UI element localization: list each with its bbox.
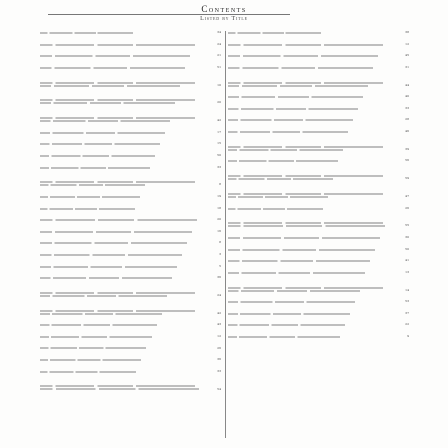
contents-entry[interactable] bbox=[228, 41, 409, 46]
entry-text-placeholder bbox=[40, 292, 209, 297]
contents-entry[interactable] bbox=[40, 219, 221, 221]
entry-text-line bbox=[40, 347, 146, 349]
contents-entry[interactable] bbox=[228, 301, 409, 303]
entry-text-placeholder bbox=[40, 347, 209, 349]
entry-text-placeholder bbox=[228, 260, 397, 262]
entry-page-number: 43 bbox=[217, 322, 221, 327]
entry-text-placeholder bbox=[228, 82, 397, 87]
contents-entry[interactable] bbox=[40, 82, 221, 87]
entry-text-line bbox=[228, 44, 383, 46]
entry-text-line bbox=[228, 119, 353, 121]
entry-text-placeholder bbox=[40, 324, 209, 326]
contents-entry[interactable] bbox=[228, 333, 409, 338]
entry-page-number: 28 bbox=[405, 117, 409, 122]
entry-page-number: 12 bbox=[405, 41, 409, 46]
entry-text-placeholder bbox=[40, 208, 209, 210]
contents-entry[interactable] bbox=[40, 263, 221, 268]
contents-entry[interactable] bbox=[40, 254, 221, 256]
entry-text-placeholder bbox=[40, 143, 209, 145]
contents-entry[interactable] bbox=[228, 222, 409, 227]
contents-entry[interactable] bbox=[40, 41, 221, 46]
entry-page-number: 39 bbox=[405, 146, 409, 151]
entry-text-placeholder bbox=[40, 196, 209, 198]
entry-text-line bbox=[228, 146, 383, 148]
entry-text-line bbox=[228, 222, 383, 224]
entry-text-placeholder bbox=[228, 336, 397, 338]
entry-text-placeholder bbox=[228, 313, 397, 315]
entry-page-number: 36 bbox=[217, 357, 221, 362]
entry-text-placeholder bbox=[228, 67, 397, 69]
entry-page-number: 34 bbox=[217, 30, 221, 35]
entry-text-line bbox=[228, 237, 380, 239]
contents-entry[interactable] bbox=[228, 146, 409, 151]
entry-text-line bbox=[228, 149, 343, 151]
entry-text-placeholder bbox=[228, 222, 397, 227]
entry-text-placeholder bbox=[228, 119, 397, 121]
entry-text-line bbox=[228, 260, 370, 262]
contents-entry[interactable] bbox=[40, 347, 221, 349]
entry-text-line bbox=[40, 219, 197, 221]
entry-page-number: 24 bbox=[217, 292, 221, 297]
entry-text-line bbox=[40, 208, 135, 210]
entry-text-line bbox=[228, 131, 348, 133]
entry-text-placeholder bbox=[40, 254, 209, 256]
contents-entry[interactable] bbox=[40, 359, 221, 361]
entry-text-line bbox=[40, 231, 192, 233]
entry-text-line bbox=[228, 82, 383, 84]
entry-text-line bbox=[40, 143, 160, 145]
entry-page-number: 8 bbox=[219, 182, 221, 187]
entry-page-number: 22 bbox=[405, 322, 409, 327]
entry-text-line bbox=[228, 287, 383, 289]
entry-page-number: 41 bbox=[405, 258, 409, 263]
entry-text-line bbox=[228, 290, 360, 292]
entry-text-placeholder bbox=[228, 272, 397, 274]
entry-text-line bbox=[228, 249, 375, 251]
entry-text-line bbox=[228, 85, 368, 87]
entry-page-number: 44 bbox=[405, 82, 409, 87]
entry-page-number: 21 bbox=[217, 53, 221, 58]
column-divider bbox=[225, 31, 226, 438]
entry-page-number: 45 bbox=[405, 53, 409, 58]
entry-page-number: 56 bbox=[405, 158, 409, 163]
contents-column-right bbox=[228, 31, 409, 339]
entry-page-number: 14 bbox=[405, 287, 409, 292]
entry-page-number: 31 bbox=[405, 64, 409, 69]
contents-entry[interactable] bbox=[228, 175, 409, 180]
contents-entry[interactable] bbox=[40, 129, 221, 134]
contents-entry[interactable] bbox=[40, 196, 221, 198]
entry-page-number: 42 bbox=[217, 310, 221, 315]
entry-text-placeholder bbox=[228, 160, 397, 162]
entry-text-placeholder bbox=[40, 231, 209, 233]
entry-text-line bbox=[40, 371, 136, 373]
contents-entry[interactable] bbox=[228, 64, 409, 69]
entry-text-line bbox=[228, 55, 378, 57]
entry-text-line bbox=[40, 102, 175, 104]
entry-text-line bbox=[40, 336, 152, 338]
entry-text-line bbox=[40, 295, 167, 297]
entry-text-placeholder bbox=[228, 44, 397, 46]
entry-text-line bbox=[40, 277, 172, 279]
entry-text-placeholder bbox=[228, 55, 397, 57]
entry-text-line bbox=[228, 96, 363, 98]
contents-entry[interactable] bbox=[228, 82, 409, 87]
contents-entry[interactable] bbox=[40, 64, 221, 69]
entry-text-line bbox=[40, 132, 165, 134]
entry-page-number: 40 bbox=[405, 94, 409, 99]
entry-text-line bbox=[228, 313, 350, 315]
entry-text-line bbox=[40, 388, 199, 390]
entry-text-placeholder bbox=[228, 287, 397, 292]
entry-page-number: 38 bbox=[405, 30, 409, 35]
entry-text-placeholder bbox=[40, 55, 209, 57]
contents-entry[interactable] bbox=[40, 143, 221, 145]
entry-page-number: 8 bbox=[219, 240, 221, 245]
contents-entry[interactable] bbox=[40, 117, 221, 122]
entry-page-number: 50 bbox=[217, 153, 221, 158]
entry-text-line bbox=[40, 55, 190, 57]
entry-page-number: 26 bbox=[217, 345, 221, 350]
entry-text-line bbox=[40, 242, 187, 244]
title-rule bbox=[48, 14, 290, 15]
entry-text-line bbox=[40, 313, 162, 315]
entry-text-placeholder bbox=[228, 249, 397, 251]
entry-text-line bbox=[228, 108, 358, 110]
entry-text-line bbox=[228, 336, 340, 338]
entry-page-number: 24 bbox=[217, 41, 221, 46]
entry-text-placeholder bbox=[40, 371, 209, 373]
contents-entry[interactable] bbox=[228, 246, 409, 251]
entry-page-number: 9 bbox=[407, 333, 409, 338]
contents-entry[interactable] bbox=[40, 181, 221, 186]
contents-entry[interactable] bbox=[40, 205, 221, 210]
entry-page-number: 33 bbox=[405, 105, 409, 110]
contents-entry[interactable] bbox=[228, 287, 409, 292]
entry-page-number: 5 bbox=[219, 263, 221, 268]
entry-text-placeholder bbox=[40, 181, 209, 186]
entry-page-number: 20 bbox=[217, 100, 221, 105]
entry-page-number: 30 bbox=[405, 235, 409, 240]
entry-page-number: 46 bbox=[405, 129, 409, 134]
entry-text-placeholder bbox=[228, 208, 397, 210]
entry-page-number: 12 bbox=[217, 333, 221, 338]
entry-text-line bbox=[40, 167, 150, 169]
page-subtitle: Listed by Title bbox=[200, 16, 248, 22]
entry-text-placeholder bbox=[40, 385, 209, 390]
entry-page-number: 17 bbox=[217, 129, 221, 134]
entry-text-placeholder bbox=[40, 310, 209, 315]
entry-text-line bbox=[228, 175, 383, 177]
contents-entry[interactable] bbox=[228, 269, 409, 274]
contents-entry[interactable] bbox=[228, 193, 409, 198]
entry-text-placeholder bbox=[40, 44, 209, 46]
entry-text-line bbox=[228, 160, 338, 162]
contents-entry[interactable] bbox=[228, 55, 409, 57]
entry-text-placeholder bbox=[228, 146, 397, 151]
entry-text-line bbox=[40, 85, 180, 87]
contents-entry[interactable] bbox=[40, 385, 221, 390]
entry-text-line bbox=[40, 82, 195, 84]
contents-entry[interactable] bbox=[40, 32, 221, 34]
entry-text-placeholder bbox=[228, 32, 397, 34]
entry-text-placeholder bbox=[40, 117, 209, 122]
entry-page-number: 59 bbox=[405, 176, 409, 181]
contents-entry[interactable] bbox=[228, 105, 409, 110]
entry-page-number: 53 bbox=[405, 299, 409, 304]
entry-text-line bbox=[40, 385, 195, 387]
entry-text-placeholder bbox=[228, 301, 397, 303]
entry-page-number: 42 bbox=[217, 118, 221, 123]
entry-text-line bbox=[40, 67, 185, 69]
entry-text-line bbox=[40, 120, 170, 122]
entry-text-placeholder bbox=[228, 108, 397, 110]
entry-page-number: 13 bbox=[405, 269, 409, 274]
contents-entry[interactable] bbox=[40, 310, 221, 315]
entry-text-line bbox=[228, 178, 333, 180]
entry-text-line bbox=[228, 196, 328, 198]
contents-entry[interactable] bbox=[228, 96, 409, 98]
entry-text-line bbox=[228, 225, 385, 227]
entry-page-number: 51 bbox=[217, 64, 221, 69]
entry-text-line bbox=[40, 254, 182, 256]
entry-text-line bbox=[40, 266, 177, 268]
entry-text-line bbox=[40, 310, 195, 312]
entry-page-number: 20 bbox=[217, 217, 221, 222]
entry-text-line bbox=[40, 44, 195, 46]
entry-text-line bbox=[228, 324, 345, 326]
entry-page-number: 3 bbox=[219, 252, 221, 256]
contents-column-left bbox=[40, 31, 221, 391]
entry-text-line bbox=[40, 32, 133, 34]
entry-text-placeholder bbox=[40, 82, 209, 87]
page-title: Contents bbox=[201, 4, 247, 14]
entry-text-placeholder bbox=[40, 219, 209, 221]
entry-text-line bbox=[40, 359, 141, 361]
contents-entry[interactable] bbox=[40, 155, 221, 157]
contents-entry[interactable] bbox=[40, 277, 221, 279]
entry-text-line bbox=[40, 184, 145, 186]
entry-page-number: 54 bbox=[217, 386, 221, 391]
entry-text-placeholder bbox=[40, 359, 209, 361]
entry-text-line bbox=[228, 32, 321, 34]
entry-text-placeholder bbox=[40, 32, 209, 34]
contents-entry[interactable] bbox=[228, 237, 409, 239]
entry-page-number: 50 bbox=[405, 246, 409, 251]
contents-entry[interactable] bbox=[40, 368, 221, 373]
entry-page-number: 15 bbox=[217, 141, 221, 146]
entry-text-placeholder bbox=[40, 99, 209, 104]
entry-page-number: 47 bbox=[405, 194, 409, 199]
entry-text-line bbox=[40, 324, 157, 326]
entry-text-line bbox=[40, 181, 195, 183]
entry-text-placeholder bbox=[228, 131, 397, 133]
entry-text-placeholder bbox=[40, 155, 209, 157]
contents-entry[interactable] bbox=[228, 32, 409, 34]
entry-text-placeholder bbox=[228, 175, 397, 180]
entry-page-number: 18 bbox=[217, 205, 221, 210]
entry-text-line bbox=[228, 301, 355, 303]
entry-text-line bbox=[228, 208, 323, 210]
entry-page-number: 37 bbox=[405, 310, 409, 315]
entry-text-placeholder bbox=[228, 193, 397, 198]
entry-text-placeholder bbox=[228, 324, 397, 326]
entry-text-placeholder bbox=[40, 242, 209, 244]
entry-text-placeholder bbox=[228, 237, 397, 239]
entry-page-number: 26 bbox=[405, 205, 409, 210]
entry-text-line bbox=[228, 67, 373, 69]
contents-entry[interactable] bbox=[40, 164, 221, 169]
entry-page-number: 55 bbox=[405, 223, 409, 228]
contents-entry[interactable] bbox=[228, 310, 409, 315]
contents-entry[interactable] bbox=[228, 160, 409, 162]
entry-text-placeholder bbox=[40, 266, 209, 268]
entry-page-number: 19 bbox=[217, 194, 221, 199]
contents-entry[interactable] bbox=[40, 292, 221, 297]
contents-entry[interactable] bbox=[40, 242, 221, 244]
entry-page-number: 10 bbox=[217, 82, 221, 87]
entry-text-line bbox=[40, 155, 155, 157]
entry-page-number: 33 bbox=[217, 164, 221, 169]
entry-text-line bbox=[228, 193, 383, 195]
contents-entry[interactable] bbox=[40, 333, 221, 338]
entry-text-line bbox=[228, 272, 365, 274]
entry-text-line bbox=[40, 117, 195, 119]
contents-entry[interactable] bbox=[228, 205, 409, 210]
entry-page-number: 33 bbox=[217, 368, 221, 373]
contents-entry[interactable] bbox=[228, 324, 409, 326]
contents-entry[interactable] bbox=[228, 260, 409, 262]
contents-entry[interactable] bbox=[40, 55, 221, 57]
entry-text-placeholder bbox=[228, 96, 397, 98]
entry-text-placeholder bbox=[40, 167, 209, 169]
contents-entry[interactable] bbox=[40, 99, 221, 104]
entry-text-line bbox=[40, 292, 195, 294]
entry-text-placeholder bbox=[40, 132, 209, 134]
entry-page-number: 16 bbox=[217, 228, 221, 233]
contents-entry[interactable] bbox=[40, 228, 221, 233]
entry-page-number: 36 bbox=[217, 275, 221, 280]
entry-text-placeholder bbox=[40, 67, 209, 69]
entry-text-line bbox=[40, 99, 195, 101]
entry-text-line bbox=[40, 196, 140, 198]
contents-entry[interactable] bbox=[228, 119, 409, 121]
contents-entry[interactable] bbox=[228, 131, 409, 133]
entry-text-placeholder bbox=[40, 336, 209, 338]
contents-entry[interactable] bbox=[40, 324, 221, 326]
entry-text-placeholder bbox=[40, 277, 209, 279]
